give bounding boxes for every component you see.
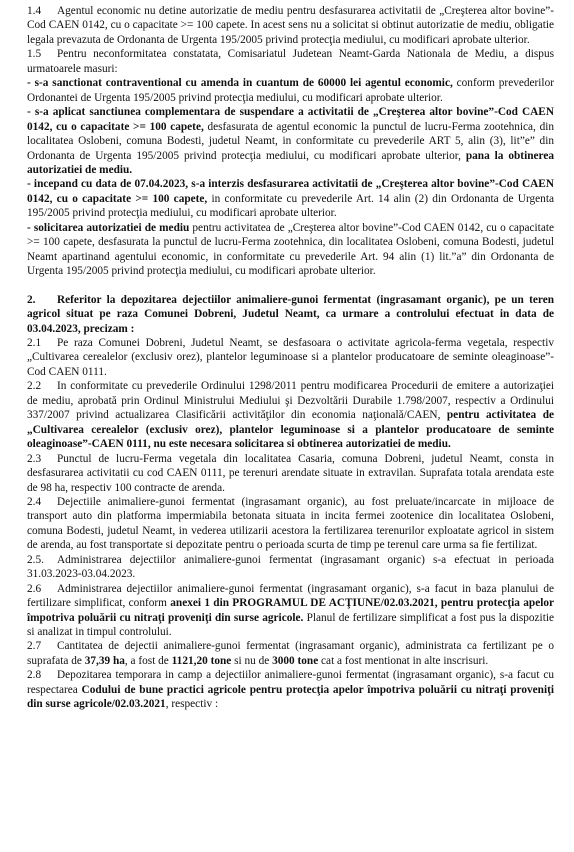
paragraph-text: Cantitatea de dejectii animaliere-gunoi fermentat (ingrasamant organic), administrata ca fertilizant pe o suprafata de xyxy=(27,640,554,667)
paragraph-2-7 xyxy=(27,639,554,668)
paragraph-1-4 xyxy=(27,4,554,47)
paragraph-number: 2.4 xyxy=(27,495,42,508)
measure-text: conform prevederilor Ordonantei de Urgenta 195/2005 privind protecţia mediului, cu modificari aprobate ulterior. xyxy=(27,77,554,104)
paragraph-number: 2.6 xyxy=(27,582,42,595)
paragraph-text: , a fost de xyxy=(124,654,172,667)
measure-bold-text: - solicitarea autorizatiei de mediu xyxy=(27,221,190,234)
paragraph-bold-text: anexei 1 din PROGRAMUL DE ACŢIUNE/02.03.2021, pentru protecţia apelor împotriva poluării cu nitraţi proveniţi din surse agricole. xyxy=(27,597,555,624)
area-value: 37,39 ha xyxy=(84,654,125,667)
paragraph-text: Pentru neconformitatea constatata, Comisariatul Judetean Neamt-Garda Nationala de Mediu, a dispus urmatoarele masuri: xyxy=(27,48,554,75)
measure-text: pentru activitatea de „Creşterea altor bovine”-Cod CAEN 0142, cu o capacitate >= 100 capete, desfasurata la punctul de lucru-Ferma zootehnica, din localitatea Oslobeni, comuna Bodesti, judetul Neamt apartinand agentului economic, in conformitate cu prevederile Art. 94 alin (1) lit.”a” din Ordonanta de Urgenta 195/2005 privind protecţia mediului, cu modificari aprobate ulterior. xyxy=(27,221,554,278)
paragraph-2-4 xyxy=(27,495,554,553)
measure-suspension xyxy=(27,105,554,177)
paragraph-2-6 xyxy=(27,582,554,640)
measure-text: desfasurata de agentul economic la punctul de lucru-Ferma zootehnica, din localitatea Oslobeni, comuna Bodesti, judetul Neamt, in conformitate cu prevederile ART 5, alin (3), lit”e” din Ordonanta de Urgenta 195/2005 privind protecţia mediului, cu modificari aprobate ulterior, xyxy=(27,120,554,162)
paragraph-1-5 xyxy=(27,47,554,76)
paragraph-text: , respectiv : xyxy=(165,698,219,711)
measure-bold-text: pana la obtinerea autorizatiei de mediu. xyxy=(27,149,554,176)
measure-bold-text: - incepand cu data de 07.04.2023, s-a interzis desfasurarea activitatii de „Creşterea altor bovine”-Cod CAEN 0142, cu o capacitate >= 100 capete, xyxy=(27,178,554,205)
paragraph-number: 2.7 xyxy=(27,640,42,653)
measure-authorization-request xyxy=(27,221,554,279)
paragraph-number: 2.1 xyxy=(27,336,42,349)
paragraph-text: Administrarea dejectiilor animaliere-gunoi fermentat (ingrasamant organic), s-a facut in baza planului de fertilizare simplificat, conform xyxy=(27,582,554,610)
paragraph-2-5 xyxy=(27,553,554,582)
section-title: Referitor la depozitarea dejectiilor animaliere-gunoi fermentat (ingrasamant organic), pe un teren agricol situat pe raza Comunei Dobreni, Judetul Neamt, ca urmare a controlului efectuat in data de 03.04.2023, precizam : xyxy=(27,293,554,335)
paragraph-number: 2.2 xyxy=(27,380,42,393)
paragraph-text: Agentul economic nu detine autorizatie de mediu pentru desfasurarea activitatii de „Creşterea altor bovine”-Cod CAEN 0142, cu o capacitate >= 100 capete. In acest sens nu a solicitat si obtinut autorizatie de mediu, obligatie legala prevazuta de Ordonanta de Urgenta 195/2005 privind protecţia mediului, cu modificari aprobate ulterior. xyxy=(27,5,554,46)
section-heading-2 xyxy=(27,293,554,336)
paragraph-text: Punctul de lucru-Ferma vegetala din localitatea Casaria, comuna Dobreni, judetul Neamt, consta in desfasurarea activitatii cu cod CAEN 0111, pe terenuri arendate situate in extravilan. Suprafata totala arendata este de 98 ha, respectiv 100 contracte de arenda. xyxy=(27,452,554,494)
paragraph-text: si nu de xyxy=(231,654,273,667)
paragraph-2-3 xyxy=(27,452,554,495)
measure-text: in conformitate cu prevederile Art. 14 alin (2) din Ordonanta de Urgenta 195/2005 privind protecţia mediului, cu modificari aprobate ulterior. xyxy=(27,192,554,220)
paragraph-text: Dejectiile animaliere-gunoi fermentat (ingrasamant organic), au fost preluate/incarcate in mijloace de transport auto din platforma impermiabila betonata situata in incita fermei zootenice din localitatea Oslobeni, comuna Bodesti, judetul Neamt, in vederea utilizarii acestora la fertilizarea terenurilor exploatate agricol in sistem de arenda, au fost transportate si depozitate pentru o perioada scurta de timp pe terenul care urma sa fie fertilizat. xyxy=(27,495,554,552)
paragraph-bold-text: Codului de bune practici agricole pentru protecţia apelor împotriva poluării cu nitraţi proveniţi din surse agricole/02.03.2021 xyxy=(27,683,554,711)
measure-bold-text: - s-a aplicat sanctiunea complementara de suspendare a activitatii de „Creşterea altor bovine”-Cod CAEN 0142, cu o capacitate >= 100 capete, xyxy=(27,106,554,133)
paragraph-number: 2.3 xyxy=(27,452,42,465)
paragraph-text: In conformitate cu prevederile Ordinului 1298/2011 pentru modificarea Procedurii de emitere a autorizaţiei de mediu, aprobată prin Ordinul Ministrului Mediului şi Dezvoltării Durabile 1.798/2007, respectiv a Ordinului 337/2007 privind actualizarea Clasificării activităţilor din economia naţională/CAEN, xyxy=(27,380,554,422)
quantity-value: 1121,20 tone xyxy=(171,654,232,667)
paragraph-number: 1.5 xyxy=(27,48,42,61)
paragraph-text: cat a fost mentionat in alte inscrisuri. xyxy=(318,654,489,667)
measure-bold-text: - s-a sanctionat contraventional cu amenda in cuantum de 60000 lei agentul economic, xyxy=(27,77,453,90)
paragraph-2-8 xyxy=(27,668,554,711)
claimed-quantity-value: 3000 tone xyxy=(272,654,319,667)
section-number: 2. xyxy=(27,293,36,306)
paragraph-text: Administrarea dejectiilor animaliere-gunoi fermentat (ingrasamant organic) s-a efectuat in perioada 31.03.2023-03.04.2023. xyxy=(27,553,554,581)
paragraph-2-2 xyxy=(27,379,554,451)
paragraph-text: Planul de fertilizare simplificat a fost pus la dispozitie si analizat in timpul controlului. xyxy=(27,611,554,639)
paragraph-text: Depozitarea temporara in camp a dejectiilor animaliere-gunoi fermentat (ingrasamant organic), s-a facut cu respectarea xyxy=(27,669,554,696)
paragraph-number: 1.4 xyxy=(27,5,42,17)
measure-fine xyxy=(27,76,554,105)
measure-prohibition xyxy=(27,177,554,220)
paragraph-2-1 xyxy=(27,336,554,379)
paragraph-number: 2.8 xyxy=(27,669,42,682)
paragraph-bold-text: pentru activitatea de „Cultivarea cerealelor (exclusiv orez), plantelor leguminoase si a plantelor producatoare de seminte oleaginoase”-CAEN 0111, nu este necesara solicitarea si obtinerea autorizatiei de mediu. xyxy=(27,409,554,451)
paragraph-number: 2.5. xyxy=(27,553,44,566)
paragraph-text: Pe raza Comunei Dobreni, Judetul Neamt, se desfasoara o activitate agricola-ferma vegetala, respectiv „Cultivarea cerealelor (exclusiv orez), plantelor leguminoase si a plantelor producatoare de seminte oleaginoase”-Cod CAEN 0111. xyxy=(27,336,554,378)
